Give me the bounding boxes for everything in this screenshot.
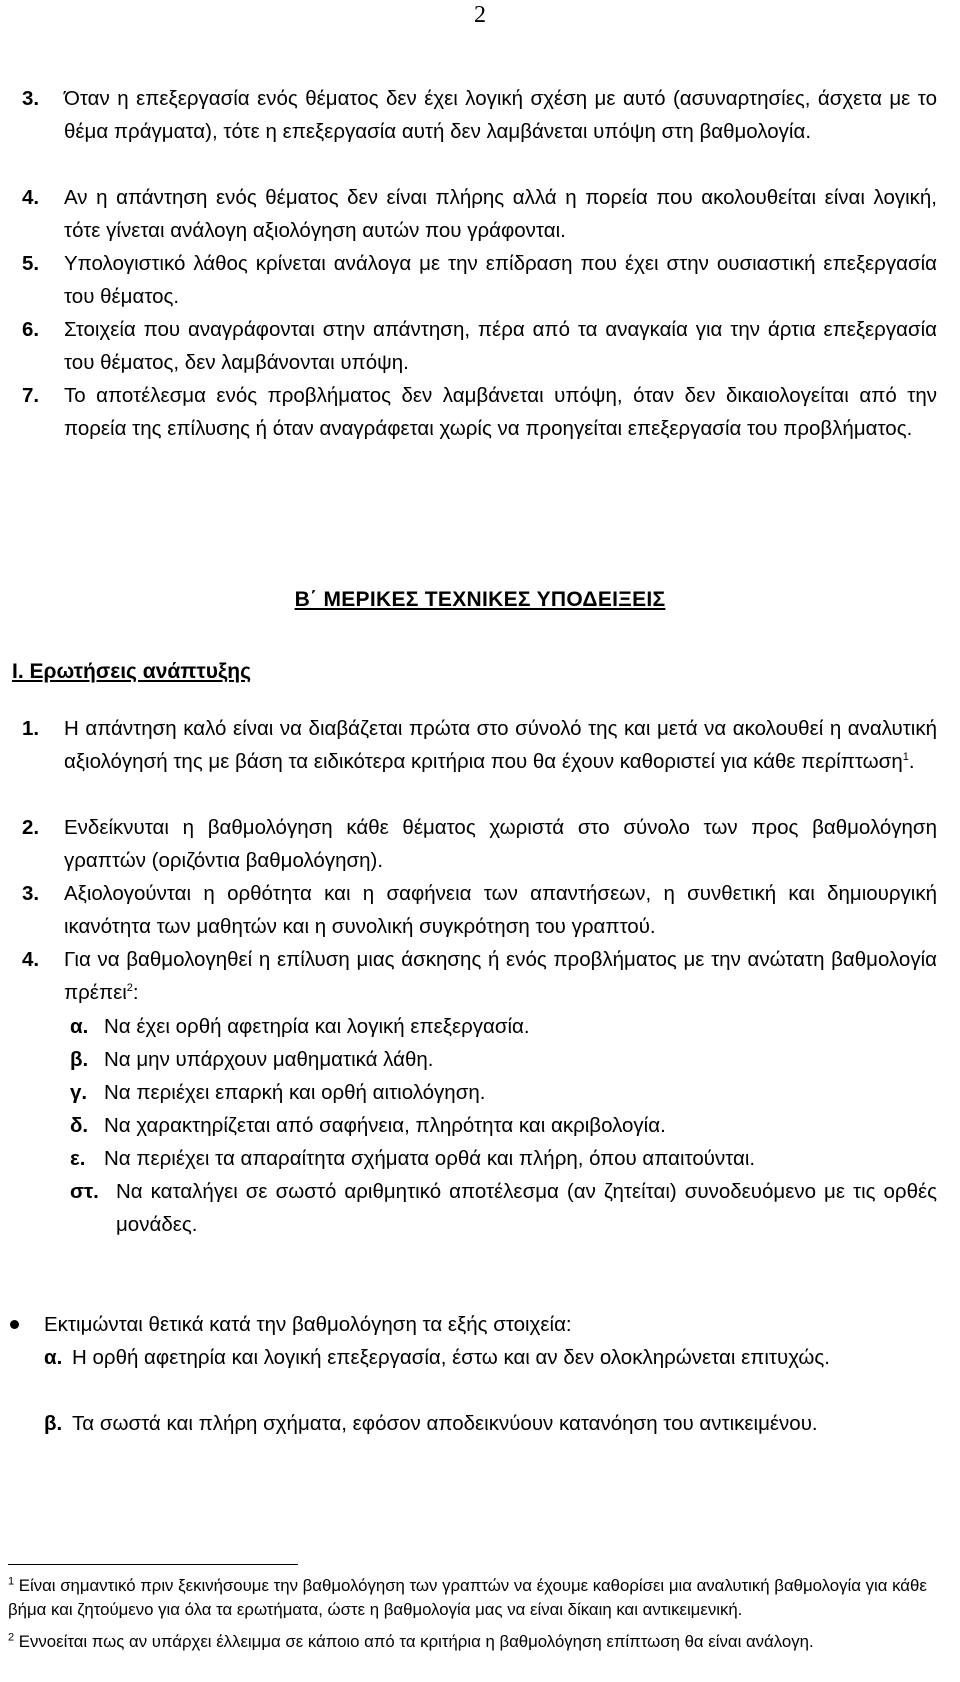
sub-item <box>70 1142 937 1175</box>
item-number: 7. <box>22 384 40 407</box>
sub-item-label: γ. <box>70 1081 88 1104</box>
item-text: Στοιχεία που αναγράφονται στην απάντηση, πέρα από τα αναγκαία για την άρτια επεξεργασία του θέματος, δεν λαμβάνονται υπόψη. <box>64 318 937 374</box>
bullet-item <box>10 1308 937 1341</box>
item-number: 6. <box>22 318 40 341</box>
sub-item-label: α. <box>44 1346 63 1369</box>
item-text: Υπολογιστικό λάθος κρίνεται ανάλογα με την επίδραση που έχει στην ουσιαστική επεξεργασία του θέματος. <box>64 252 937 308</box>
subsection-title: Ι. Ερωτήσεις ανάπτυξης <box>12 660 252 683</box>
footnote-mark: 1 <box>8 1575 15 1588</box>
footnote-text: Εννοείται πως αν υπάρχει έλλειμμα σε κάποιο από τα κριτήρια η βαθμολόγηση επίπτωση θα είναι ανάλογη. <box>18 1632 814 1651</box>
item-number: 3. <box>22 87 40 110</box>
sub-item-text: Να έχει ορθή αφετηρία και λογική επεξεργασία. <box>104 1015 530 1038</box>
list-item <box>22 247 937 313</box>
sub-item-text: Να μην υπάρχουν μαθηματικά λάθη. <box>104 1048 434 1071</box>
item-text: Αξιολογούνται η ορθότητα και η σαφήνεια των απαντήσεων, η συνθετική και δημιουργική ικανότητα των μαθητών και η συνολική συγκρότηση του γραπτού. <box>64 882 937 938</box>
sub-item-text: Η ορθή αφετηρία και λογική επεξεργασία, έστω και αν δεν ολοκληρώνεται επιτυχώς. <box>72 1346 830 1369</box>
footnote-mark: 2 <box>8 1631 15 1644</box>
bullet-icon <box>10 1320 19 1329</box>
item-number: 4. <box>22 948 40 971</box>
bullet-text: Εκτιμώνται θετικά κατά την βαθμολόγηση τα εξής στοιχεία: <box>44 1313 572 1336</box>
list-item <box>22 877 937 943</box>
sub-item <box>70 1076 937 1109</box>
list-item <box>22 313 937 379</box>
list-item <box>22 943 937 1009</box>
sub-item-label: β. <box>44 1412 63 1435</box>
footnote-text: Είναι σημαντικό πριν ξεκινήσουμε την βαθμολόγηση των γραπτών να έχουμε καθορίσει μια αναλυτική βαθμολογία για κάθε βήμα και ζητούμενο για όλα τα ερωτήματα, ώστε η βαθμολογία μας να είναι δίκαιη και αντικειμενική. <box>8 1576 927 1619</box>
footnote <box>8 1630 938 1654</box>
footnote <box>8 1574 938 1622</box>
sub-item <box>44 1407 937 1440</box>
item-number: 3. <box>22 882 40 905</box>
sub-item-text: Τα σωστά και πλήρη σχήματα, εφόσον αποδεικνύουν κατανόηση του αντικειμένου. <box>72 1412 818 1435</box>
item-text: Το αποτέλεσμα ενός προβλήματος δεν λαμβάνεται υπόψη, όταν δεν δικαιολογείται από την πορεία της επίλυσης ή όταν αναγράφεται χωρίς να προηγείται επεξεργασία του προβλήματος. <box>64 384 937 440</box>
footnote-ref: 1 <box>902 751 909 764</box>
list-item <box>22 379 937 445</box>
list-item <box>22 811 937 877</box>
list-item <box>22 181 937 247</box>
sub-item-text: Να περιέχει επαρκή και ορθή αιτιολόγηση. <box>104 1081 486 1104</box>
sub-item-text: Να χαρακτηρίζεται από σαφήνεια, πληρότητα και ακριβολογία. <box>104 1114 666 1137</box>
item-text: Για να βαθμολογηθεί η επίλυση μιας άσκησης ή ενός προβλήματος με την ανώτατη βαθμολογία πρέπει$^2$: <box>64 948 937 1004</box>
item-text: Όταν η επεξεργασία ενός θέματος δεν έχει λογική σχέση με αυτό (ασυναρτησίες, άσχετα με το θέμα πράγματα), τότε η επεξεργασία αυτή δεν λαμβάνεται υπόψη στη βαθμολογία. <box>64 87 937 143</box>
item-text: Ενδείκνυται η βαθμολόγηση κάθε θέματος χωριστά στο σύνολο των προς βαθμολόγηση γραπτών (οριζόντια βαθμολόγηση). <box>64 816 937 872</box>
sub-item-label: δ. <box>70 1114 89 1137</box>
item-number: 4. <box>22 186 40 209</box>
item-number: 2. <box>22 816 40 839</box>
sub-item <box>70 1010 937 1043</box>
sub-item <box>70 1175 937 1241</box>
item-text: Η απάντηση καλό είναι να διαβάζεται πρώτα στο σύνολό της και μετά να ακολουθεί η αναλυτική αξιολόγησή της με βάση τα ειδικότερα κριτήρια που θα έχουν καθοριστεί για κάθε περίπτωση$^1$. <box>64 717 937 773</box>
item-text: Αν η απάντηση ενός θέματος δεν είναι πλήρης αλλά η πορεία που ακολουθείται είναι λογική, τότε γίνεται ανάλογη αξιολόγηση αυτών που γράφονται. <box>64 186 937 242</box>
footnote-ref: 2 <box>126 982 133 995</box>
section-title: Β΄ ΜΕΡΙΚΕΣ ΤΕΧΝΙΚΕΣ ΥΠΟΔΕΙΞΕΙΣ <box>294 588 666 611</box>
item-number: 5. <box>22 252 40 275</box>
sub-item <box>44 1341 937 1374</box>
sub-item <box>70 1043 937 1076</box>
sub-item <box>70 1109 937 1142</box>
footnote-separator <box>8 1564 298 1565</box>
sub-item-label: α. <box>70 1015 89 1038</box>
item-number: 1. <box>22 717 40 740</box>
list-item <box>22 82 937 148</box>
sub-item-label: β. <box>70 1048 89 1071</box>
sub-item-label: στ. <box>70 1180 99 1203</box>
sub-item-label: ε. <box>70 1147 86 1170</box>
sub-item-text: Να καταλήγει σε σωστό αριθμητικό αποτέλεσμα (αν ζητείται) συνοδευόμενο με τις ορθές μονάδες. <box>116 1180 937 1236</box>
page-number: 2 <box>474 2 486 28</box>
list-item <box>22 712 937 778</box>
sub-item-text: Να περιέχει τα απαραίτητα σχήματα ορθά και πλήρη, όπου απαιτούνται. <box>104 1147 756 1170</box>
